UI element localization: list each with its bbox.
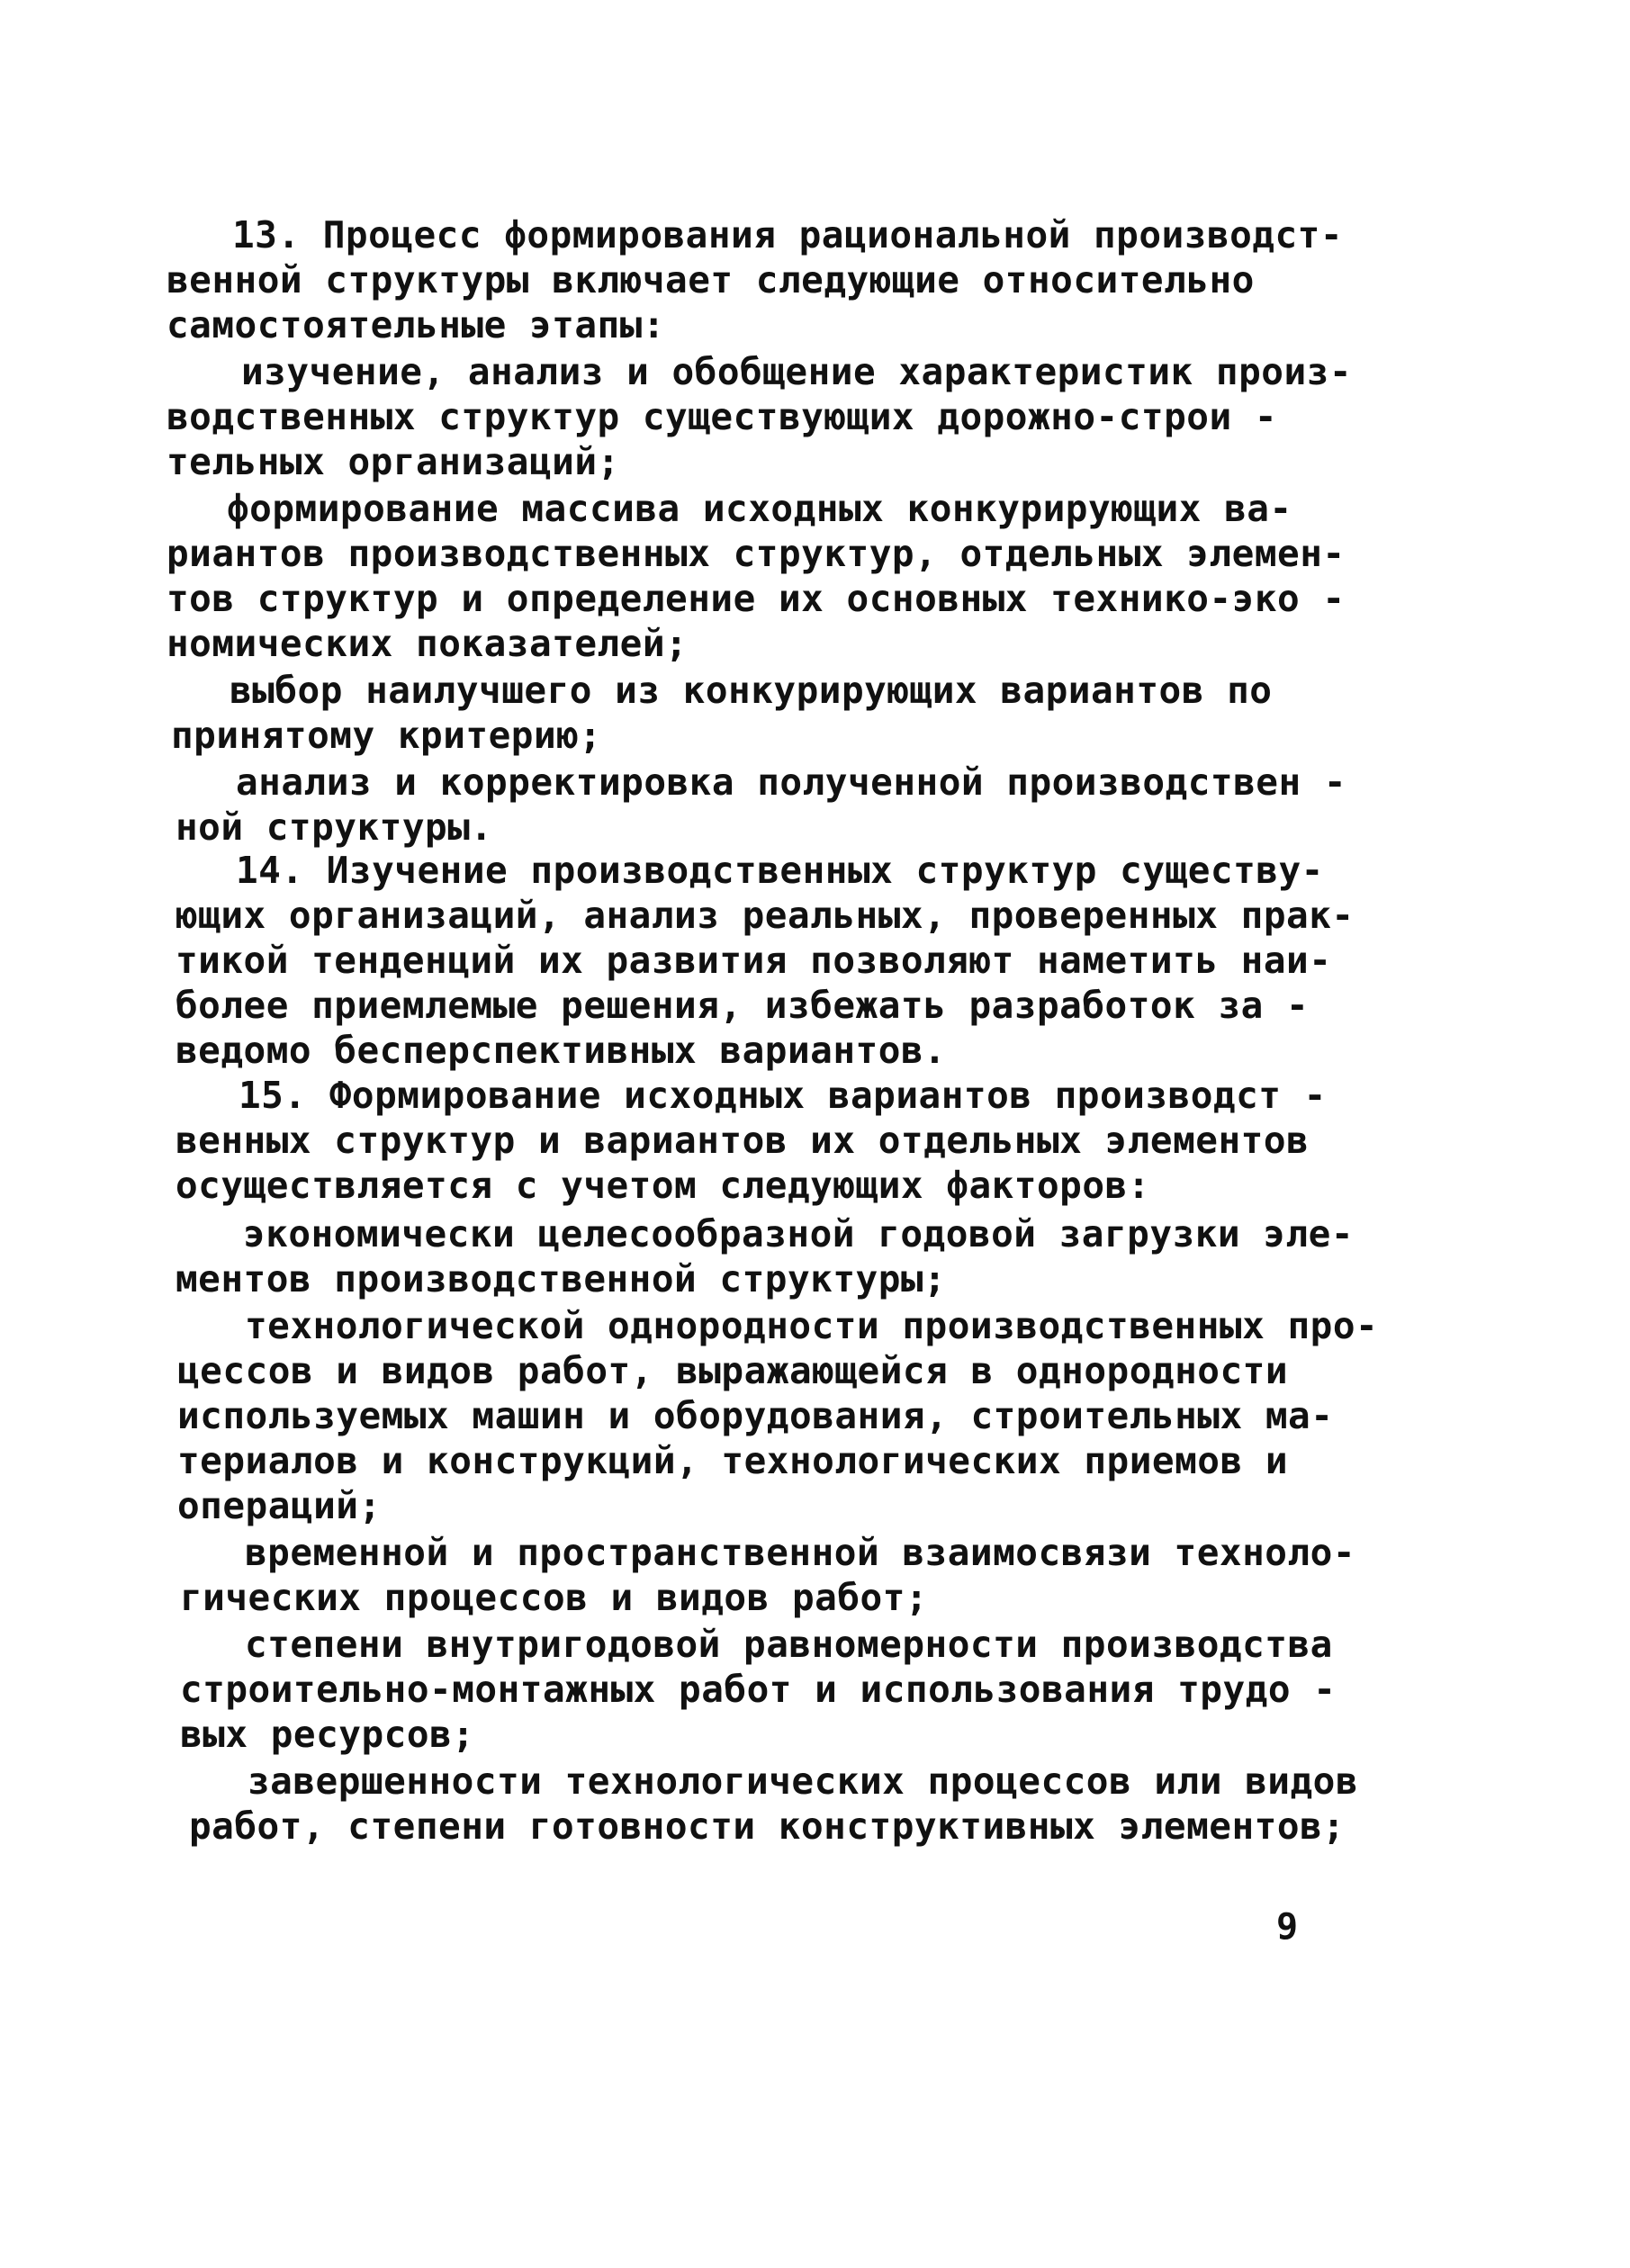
text-line-23: экономически целесообразной годовой загрузки эле- [243, 1212, 1355, 1256]
text-line-15: 14. Изучение производственных структур существу- [236, 849, 1324, 892]
text-line-8: риантов производственных структур, отдельных элемен- [167, 532, 1346, 575]
text-line-25: технологической однородности производственных про- [245, 1304, 1379, 1347]
text-line-17: тикой тенденций их развития позволяют наметить наи- [176, 939, 1332, 982]
text-line-22: осуществляется с учетом следующих факторов: [176, 1164, 1150, 1207]
text-line-31: гических процессов и видов работ; [180, 1576, 929, 1619]
text-line-26: цессов и видов работ, выражающейся в однородности [177, 1349, 1289, 1392]
text-line-24: ментов производственной структуры; [176, 1257, 947, 1300]
text-line-3: самостоятельные этапы: [167, 303, 666, 346]
text-line-2: венной структуры включает следующие относительно [167, 258, 1255, 302]
text-line-12: принятому критерию; [171, 714, 602, 757]
text-line-30: временной и пространственной взаимосвязи техноло- [245, 1531, 1356, 1574]
text-line-19: ведомо бесперспективных вариантов. [176, 1029, 947, 1072]
text-line-5: водственных структур существующих дорожно-строи - [167, 395, 1278, 438]
text-line-4: изучение, анализ и обобщение характеристик произ- [241, 350, 1353, 393]
text-line-35: завершенности технологических процессов или видов [248, 1760, 1359, 1803]
text-line-7: формирование массива исходных конкурирующих ва- [227, 487, 1292, 530]
text-line-21: венных структур и вариантов их отдельных элементов [176, 1119, 1310, 1162]
text-line-13: анализ и корректировка полученной производствен - [236, 760, 1347, 804]
text-line-27: используемых машин и оборудования, строительных ма- [177, 1394, 1334, 1437]
text-line-10: номических показателей; [167, 622, 689, 665]
text-line-11: выбор наилучшего из конкурирующих вариантов по [230, 669, 1273, 712]
page-number: 9 [1276, 1906, 1299, 1948]
text-line-32: степени внутригодовой равномерности производства [245, 1623, 1333, 1666]
text-line-9: тов структур и определение их основных технико-эко - [167, 577, 1346, 620]
text-line-29: операций; [177, 1484, 382, 1527]
text-line-20: 15. Формирование исходных вариантов производст - [239, 1074, 1327, 1117]
text-line-14: ной структуры. [176, 806, 493, 849]
text-line-34: вых ресурсов; [180, 1713, 475, 1756]
text-line-18: более приемлемые решения, избежать разработок за - [176, 984, 1310, 1027]
text-line-28: териалов и конструкций, технологических приемов и [177, 1439, 1289, 1482]
text-line-1: 13. Процесс формирования рациональной производст- [232, 213, 1344, 256]
text-line-16: ющих организаций, анализ реальных, проверенных прак- [176, 894, 1355, 937]
text-line-36: работ, степени готовности конструктивных элементов; [189, 1804, 1346, 1848]
text-line-6: тельных организаций; [167, 440, 620, 483]
text-line-33: строительно-монтажных работ и использования трудо - [180, 1668, 1337, 1711]
